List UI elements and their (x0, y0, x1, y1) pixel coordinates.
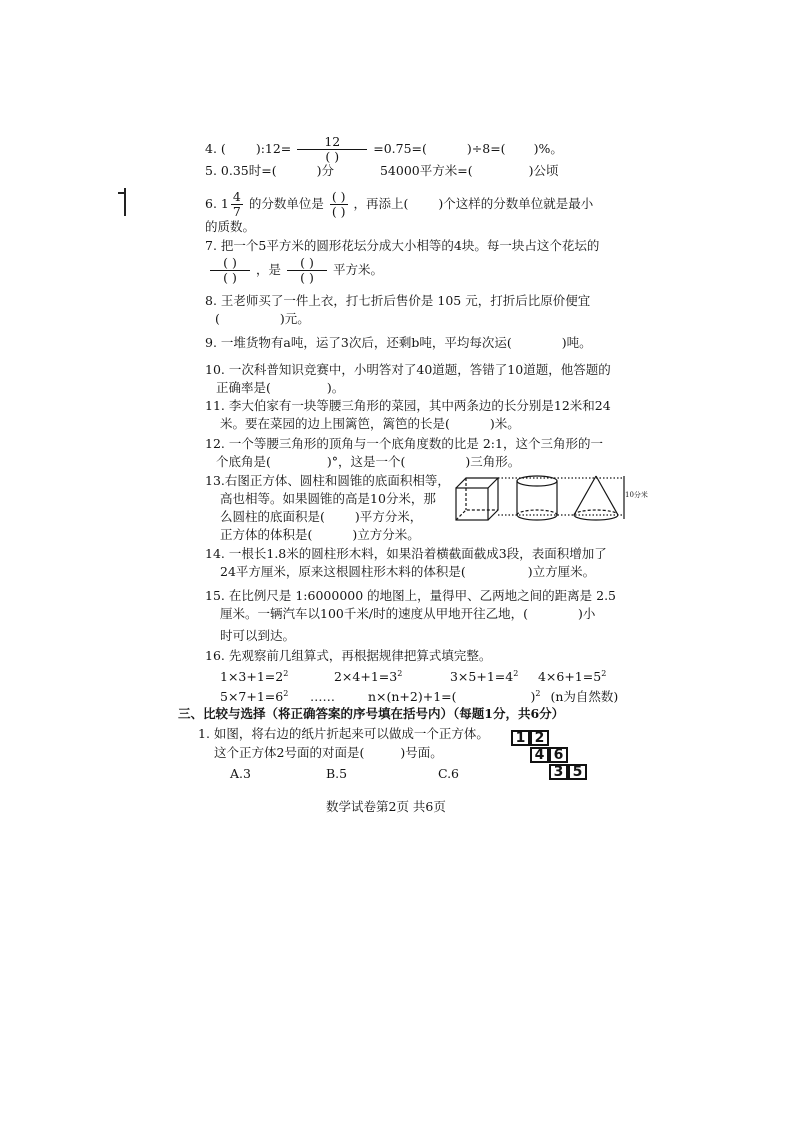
question-16: 16. 先观察前几组算式，再根据规律把算式填完整。 (205, 648, 492, 663)
solids-figure (448, 470, 638, 530)
question-15-line2: 厘米。一辆汽车以100千米/时的速度从甲地开往乙地，( )小 (220, 606, 596, 621)
question-8: 8. 王老师买了一件上衣，打七折后售价是 105 元，打折后比原价便宜 (205, 293, 591, 308)
fraction-blank[interactable]: $\frac{( )}{( )}$ (287, 256, 327, 285)
question-10: 10. 一次科普知识竞赛中，小明答对了40道题，答错了10道题，他答题的 (205, 362, 611, 377)
cone-base-back (574, 510, 618, 515)
fraction: $\frac{12}{( )}$ (297, 135, 367, 164)
question-7: 7. 把一个5平方米的圆形花坛分成大小相等的4块。每一块占这个花坛的 (205, 238, 600, 253)
question-8-line2: ( )元。 (215, 311, 310, 326)
question-6-line2: 的质数。 (205, 219, 256, 234)
question-15-line3: 时可以到达。 (220, 628, 296, 643)
section-3-title: 三、比较与选择（将正确答案的序号填在括号内）（每题1分，共6分） (178, 706, 565, 721)
question-6: 6. 1 $\frac{4}{7}$ 的分数单位是 $\frac{( )}{( )}$ ，再添上( )个这样的分数单位就是最小 (205, 189, 594, 219)
net-cell-6: 6 (549, 747, 568, 763)
cylinder-bottom-front (517, 515, 557, 520)
option-a[interactable]: A.3 (230, 766, 251, 781)
cube-side (488, 478, 498, 520)
question-4: 4. ( ):12= $\frac{12}{( )}$ =0.75=( )÷8=( )%。 (205, 134, 563, 164)
margin-tick (118, 192, 126, 194)
cone-right (596, 476, 618, 515)
net-cell-1: 1 (511, 730, 530, 746)
question-9: 9. 一堆货物有a吨，运了3次后，还剩b吨，平均每次运( )吨。 (205, 335, 592, 350)
question-7-line2: $\frac{( )}{( )}$ ，是 $\frac{( )}{( )}$ 平方米。 (208, 256, 383, 285)
question-13-line3: 么圆柱的底面积是( )平方分米， (220, 509, 423, 524)
cone-base-front (574, 515, 618, 520)
fraction-blank[interactable]: $\frac{( )}{( )}$ (331, 189, 346, 219)
equation-row-2: $5\times 7+1=6^2$ …… n×(n+2)+1=( )$^2$ (n为自然数) (220, 689, 619, 705)
question-11: 11. 李大伯家有一块等腰三角形的菜园，其中两条边的长分别是12米和24 (205, 398, 611, 413)
cube-hidden-edges (456, 510, 498, 520)
fraction: $\frac{4}{7}$ (232, 189, 241, 219)
s3-question-1-options (230, 766, 459, 782)
equation-row-1: $1\times 3+1=2^2$ $2\times 4+1=3^2$ $3\times 5+1=4^2$ $4\times 6+1=5^2$ (220, 669, 607, 685)
cylinder-bottom-back (517, 510, 557, 515)
question-15: 15. 在比例尺是 1:6000000 的地图上，量得甲、乙两地之间的距离是 2.5 (205, 588, 617, 603)
net-cell-5: 5 (568, 764, 587, 780)
s3-question-1-line2: 这个正方体2号面的对面是( )号面。 (214, 745, 443, 760)
net-cell-3: 3 (549, 764, 568, 780)
s3-question-1: 1. 如图，将右边的纸片折起来可以做成一个正方体。 (198, 726, 489, 741)
option-c[interactable]: C.6 (437, 766, 460, 781)
question-5: 5. 0.35时=( )分 54000平方米=( )公顷 (205, 163, 559, 178)
cone-left (574, 476, 596, 515)
net-cell-4: 4 (530, 747, 549, 763)
question-13: 13.右图正方体、圆柱和圆锥的底面积相等， (205, 473, 450, 488)
question-13-line4: 正方体的体积是( )立方分米。 (220, 527, 420, 542)
cube-top (456, 478, 498, 488)
net-cell-2: 2 (530, 730, 549, 746)
page-footer: 数学试卷第2页 共6页 (326, 799, 446, 814)
question-14-line2: 24平方厘米，原来这根圆柱形木料的体积是( )立方厘米。 (220, 564, 596, 579)
question-13-line2: 高也相等。如果圆锥的高是10分米，那 (220, 491, 436, 506)
question-10-line2: 正确率是( )。 (216, 380, 345, 395)
question-11-line2: 米。要在菜园的边上围篱笆，篱笆的长是( )米。 (220, 416, 520, 431)
question-14: 14. 一根长1.8米的圆柱形木料，如果沿着横截面截成3段，表面积增加了 (205, 546, 607, 561)
height-label: 10分米 (625, 491, 648, 499)
fraction-blank[interactable]: $\frac{( )}{( )}$ (210, 256, 250, 285)
option-b[interactable]: B.5 (325, 766, 348, 781)
question-12-line2: 个底角是( )°，这是一个( )三角形。 (216, 454, 521, 469)
question-12: 12. 一个等腰三角形的顶角与一个底角度数的比是 2:1，这个三角形的一 (205, 436, 603, 451)
